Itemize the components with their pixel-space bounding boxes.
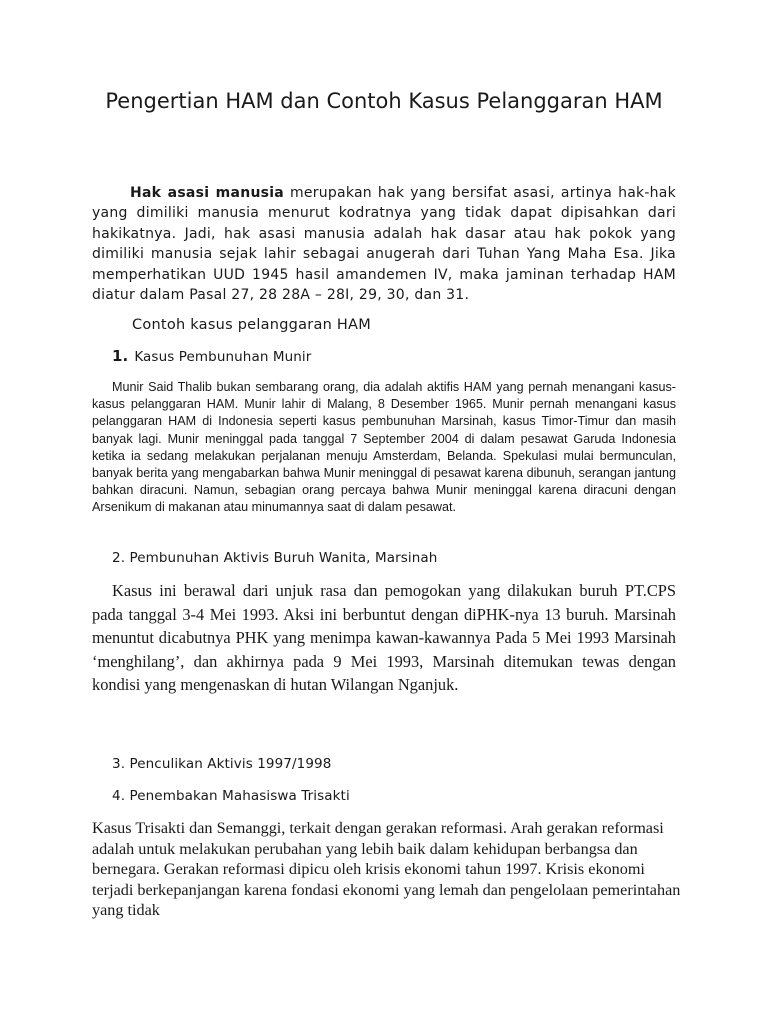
intro-text: merupakan hak yang bersifat asasi, artinya hak-hak yang dimiliki manusia menurut kodratnya yang tidak dapat dipisahkan dari hakikatnya. Jadi, hak asasi manusia adalah hak dasar atau hak pokok yang dimiliki manusia sejak lahir sebagai anugerah dari Tuhan Yang Maha Esa. Jika memperhatikan UUD 1945 hasil amandemen IV, maka jaminan terhadap HAM diatur dalam Pasal 27, 28 28A – 28I, 29, 30, dan 31.	[92, 185, 676, 304]
case-2-body: Kasus ini berawal dari unjuk rasa dan pemogokan yang dilakukan buruh PT.CPS pada tanggal 3-4 Mei 1993. Aksi ini berbuntut dengan diPHK-nya 13 buruh. Marsinah menuntut dicabutnya PHK yang menimpa kawan-kawannya Pada 5 Mei 1993 Marsinah ‘menghilang’, dan akhirnya pada 9 Mei 1993, Marsinah ditemukan tewas dengan kondisi yang mengenaskan di hutan Wilangan Nganjuk.	[92, 581, 676, 695]
case-3-title: 3. Penculikan Aktivis 1997/1998	[112, 756, 332, 772]
section-heading: Contoh kasus pelanggaran HAM	[132, 317, 371, 333]
intro-bold-lead: Hak asasi manusia	[130, 185, 284, 201]
case-1-number: 1.	[112, 347, 129, 365]
document-title: Pengertian HAM dan Contoh Kasus Pelanggaran HAM	[105, 89, 663, 113]
case-1-label: Kasus Pembunuhan Munir	[134, 349, 312, 365]
case-2-title: 2. Pembunuhan Aktivis Buruh Wanita, Marsinah	[112, 550, 438, 566]
case-1-title	[112, 347, 311, 366]
intro-paragraph	[92, 183, 676, 305]
case-4-title: 4. Penembakan Mahasiswa Trisakti	[112, 788, 350, 804]
case-1-body: Munir Said Thalib bukan sembarang orang, dia adalah aktifis HAM yang pernah menangani kasus-kasus pelanggaran HAM. Munir lahir di Malang, 8 Desember 1965. Munir pernah menangani kasus pelanggaran HAM di Indonesia seperti kasus pembunuhan Marsinah, kasus Timor-Timur dan masih banyak lagi. Munir meninggal pada tanggal 7 September 2004 di dalam pesawat Garuda Indonesia ketika ia sedang melakukan perjalanan menuju Amsterdam, Belanda. Spekulasi mulai bermunculan, banyak berita yang mengabarkan bahwa Munir meninggal di pesawat karena dibunuh, serangan jantung bahkan diracuni. Namun, sebagian orang percaya bahwa Munir meninggal karena diracuni dengan Arsenikum di makanan atau minumannya saat di dalam pesawat.	[92, 380, 676, 515]
case-4-body: Kasus Trisakti dan Semanggi, terkait dengan gerakan reformasi. Arah gerakan reformasi adalah untuk melakukan perubahan yang lebih baik dalam kehidupan berbangsa dan bernegara. Gerakan reformasi dipicu oleh krisis ekonomi tahun 1997. Krisis ekonomi terjadi berkepanjangan karena fondasi ekonomi yang lemah dan pengelolaan pemerintahan yang tidak	[92, 819, 681, 920]
